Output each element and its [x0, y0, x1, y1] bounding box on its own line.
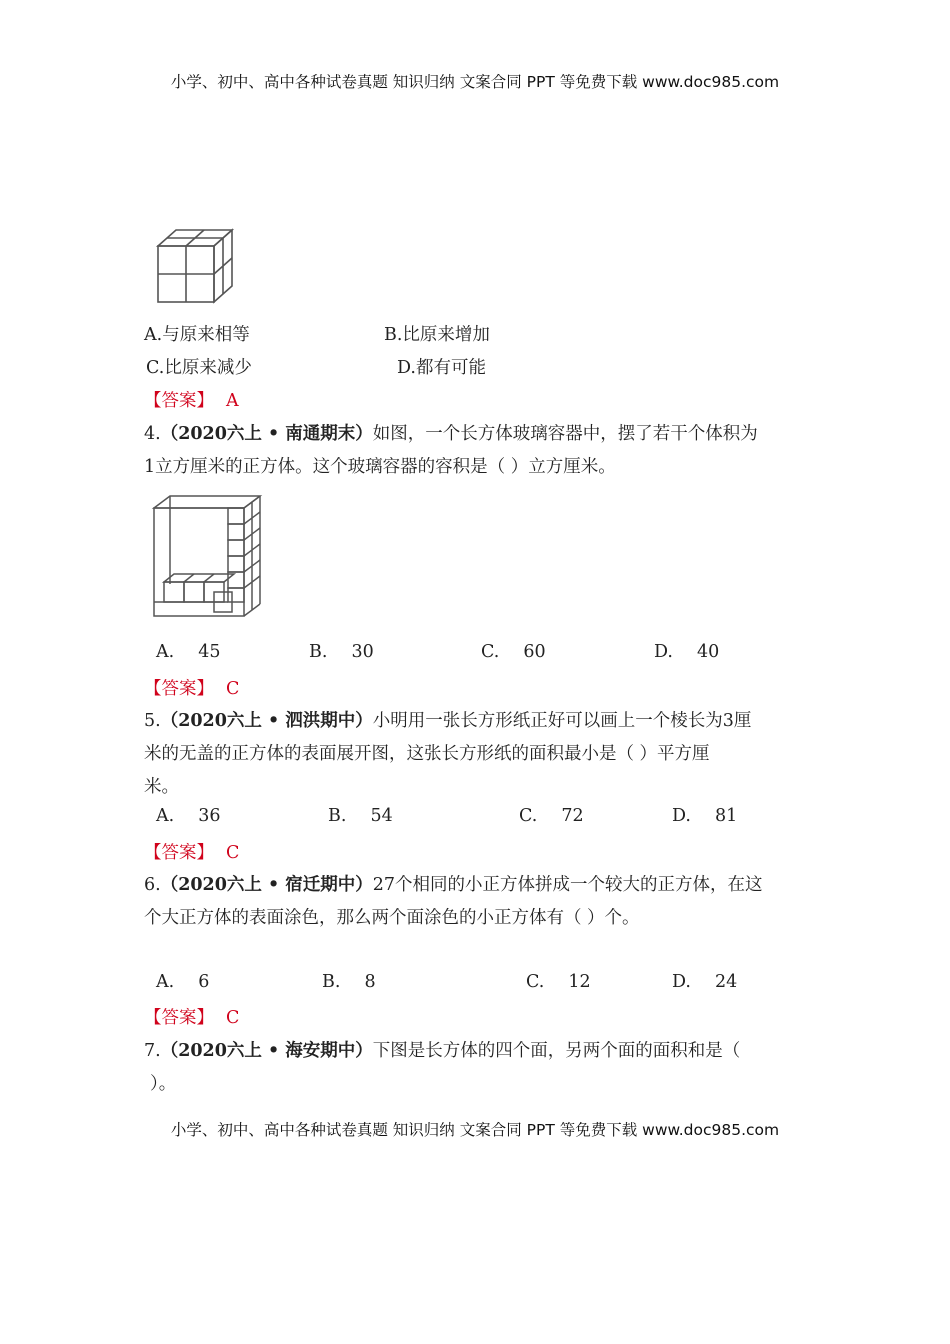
- option-value: 36: [198, 806, 221, 826]
- q4-answer: [144, 675, 239, 700]
- question-number: 7.: [144, 1041, 161, 1061]
- q5-answer: [144, 839, 239, 864]
- option-label: C.: [519, 806, 538, 826]
- q3-option-c: C.比原来减少: [146, 358, 252, 378]
- option-value: 45: [198, 642, 221, 662]
- option-label: A.: [156, 642, 175, 662]
- q6-stem-line-2: 个大正方体的表面涂色，那么两个面涂色的小正方体有（ ）个。: [144, 908, 640, 928]
- cube-block-figure: [154, 226, 244, 306]
- q5-option-b: [328, 806, 393, 826]
- answer-key: 【答案】: [144, 679, 214, 699]
- q7-stem-line-2: ）。: [150, 1074, 177, 1094]
- answer-value: C: [226, 843, 240, 863]
- answer-key: 【答案】: [144, 391, 214, 411]
- option-value: 54: [370, 806, 393, 826]
- q4-option-b: [309, 642, 374, 662]
- answer-key: 【答案】: [144, 1008, 214, 1028]
- page-header: 小学、初中、高中各种试卷真题 知识归纳 文案合同 PPT 等免费下载 www.doc985.com: [170, 73, 780, 91]
- question-text: 27个相同的小正方体拼成一个较大的正方体，在这: [372, 875, 763, 895]
- q6-option-b: [322, 972, 376, 992]
- answer-value: C: [226, 679, 240, 699]
- page-footer: 小学、初中、高中各种试卷真题 知识归纳 文案合同 PPT 等免费下载 www.doc985.com: [170, 1121, 780, 1139]
- option-value: 12: [568, 972, 591, 992]
- option-value: 60: [523, 642, 546, 662]
- q4-option-a: [156, 642, 220, 662]
- option-value: 72: [561, 806, 584, 826]
- q7-stem-line-1: [144, 1037, 740, 1062]
- q5-stem-line-3: 米。: [144, 777, 179, 797]
- q5-option-c: [519, 806, 584, 826]
- question-text: 如图，一个长方体玻璃容器中，摆了若干个体积为: [372, 424, 758, 444]
- option-label: B.: [309, 642, 328, 662]
- q5-stem-line-1: [144, 707, 751, 732]
- question-number: 4.: [144, 424, 161, 444]
- question-text: 下图是长方体的四个面，另两个面的面积和是（: [372, 1041, 741, 1061]
- option-value: 81: [714, 806, 738, 826]
- question-source: （2020六上 • 海安期中）: [160, 1041, 373, 1061]
- q6-option-a: [156, 972, 209, 992]
- q5-option-a: [156, 806, 220, 826]
- question-source: （2020六上 • 宿迁期中）: [160, 875, 373, 895]
- q4-stem-line-2: 1立方厘米的正方体。这个玻璃容器的容积是（ ）立方厘米。: [144, 457, 616, 477]
- q6-option-c: [526, 972, 591, 992]
- q5-option-d: [672, 806, 737, 826]
- question-number: 6.: [144, 875, 161, 895]
- q3-option-a: A.与原来相等: [144, 325, 250, 345]
- option-label: B.: [322, 972, 341, 992]
- question-text: 小明用一张长方形纸正好可以画上一个棱长为3厘: [372, 711, 752, 731]
- question-source: （2020六上 • 南通期末）: [160, 424, 373, 444]
- option-label: D.: [672, 806, 691, 826]
- option-value: 8: [364, 972, 376, 992]
- option-label: A.: [156, 972, 175, 992]
- option-label: B.: [328, 806, 347, 826]
- q5-stem-line-2: 米的无盖的正方体的表面展开图，这张长方形纸的面积最小是（ ）平方厘: [144, 744, 710, 764]
- answer-value: C: [226, 1008, 240, 1028]
- q4-stem-line-1: [144, 420, 758, 445]
- answer-key: 【答案】: [144, 843, 214, 863]
- option-label: D.: [672, 972, 691, 992]
- option-value: 40: [696, 642, 720, 662]
- question-number: 5.: [144, 711, 161, 731]
- q4-option-d: [654, 642, 719, 662]
- q3-option-d: D.都有可能: [397, 358, 486, 378]
- q6-stem-line-1: [144, 871, 763, 896]
- option-label: D.: [654, 642, 673, 662]
- option-value: 6: [198, 972, 210, 992]
- q3-option-b: B.比原来增加: [384, 325, 490, 345]
- option-label: C.: [481, 642, 500, 662]
- question-source: （2020六上 • 泗洪期中）: [160, 711, 373, 731]
- option-label: C.: [526, 972, 545, 992]
- q6-option-d: [672, 972, 737, 992]
- q3-answer: [144, 387, 239, 412]
- option-value: 30: [351, 642, 374, 662]
- option-label: A.: [156, 806, 175, 826]
- answer-value: A: [226, 391, 239, 411]
- option-value: 24: [714, 972, 738, 992]
- q4-option-c: [481, 642, 546, 662]
- q6-answer: [144, 1004, 239, 1029]
- glass-container-figure: [148, 492, 273, 622]
